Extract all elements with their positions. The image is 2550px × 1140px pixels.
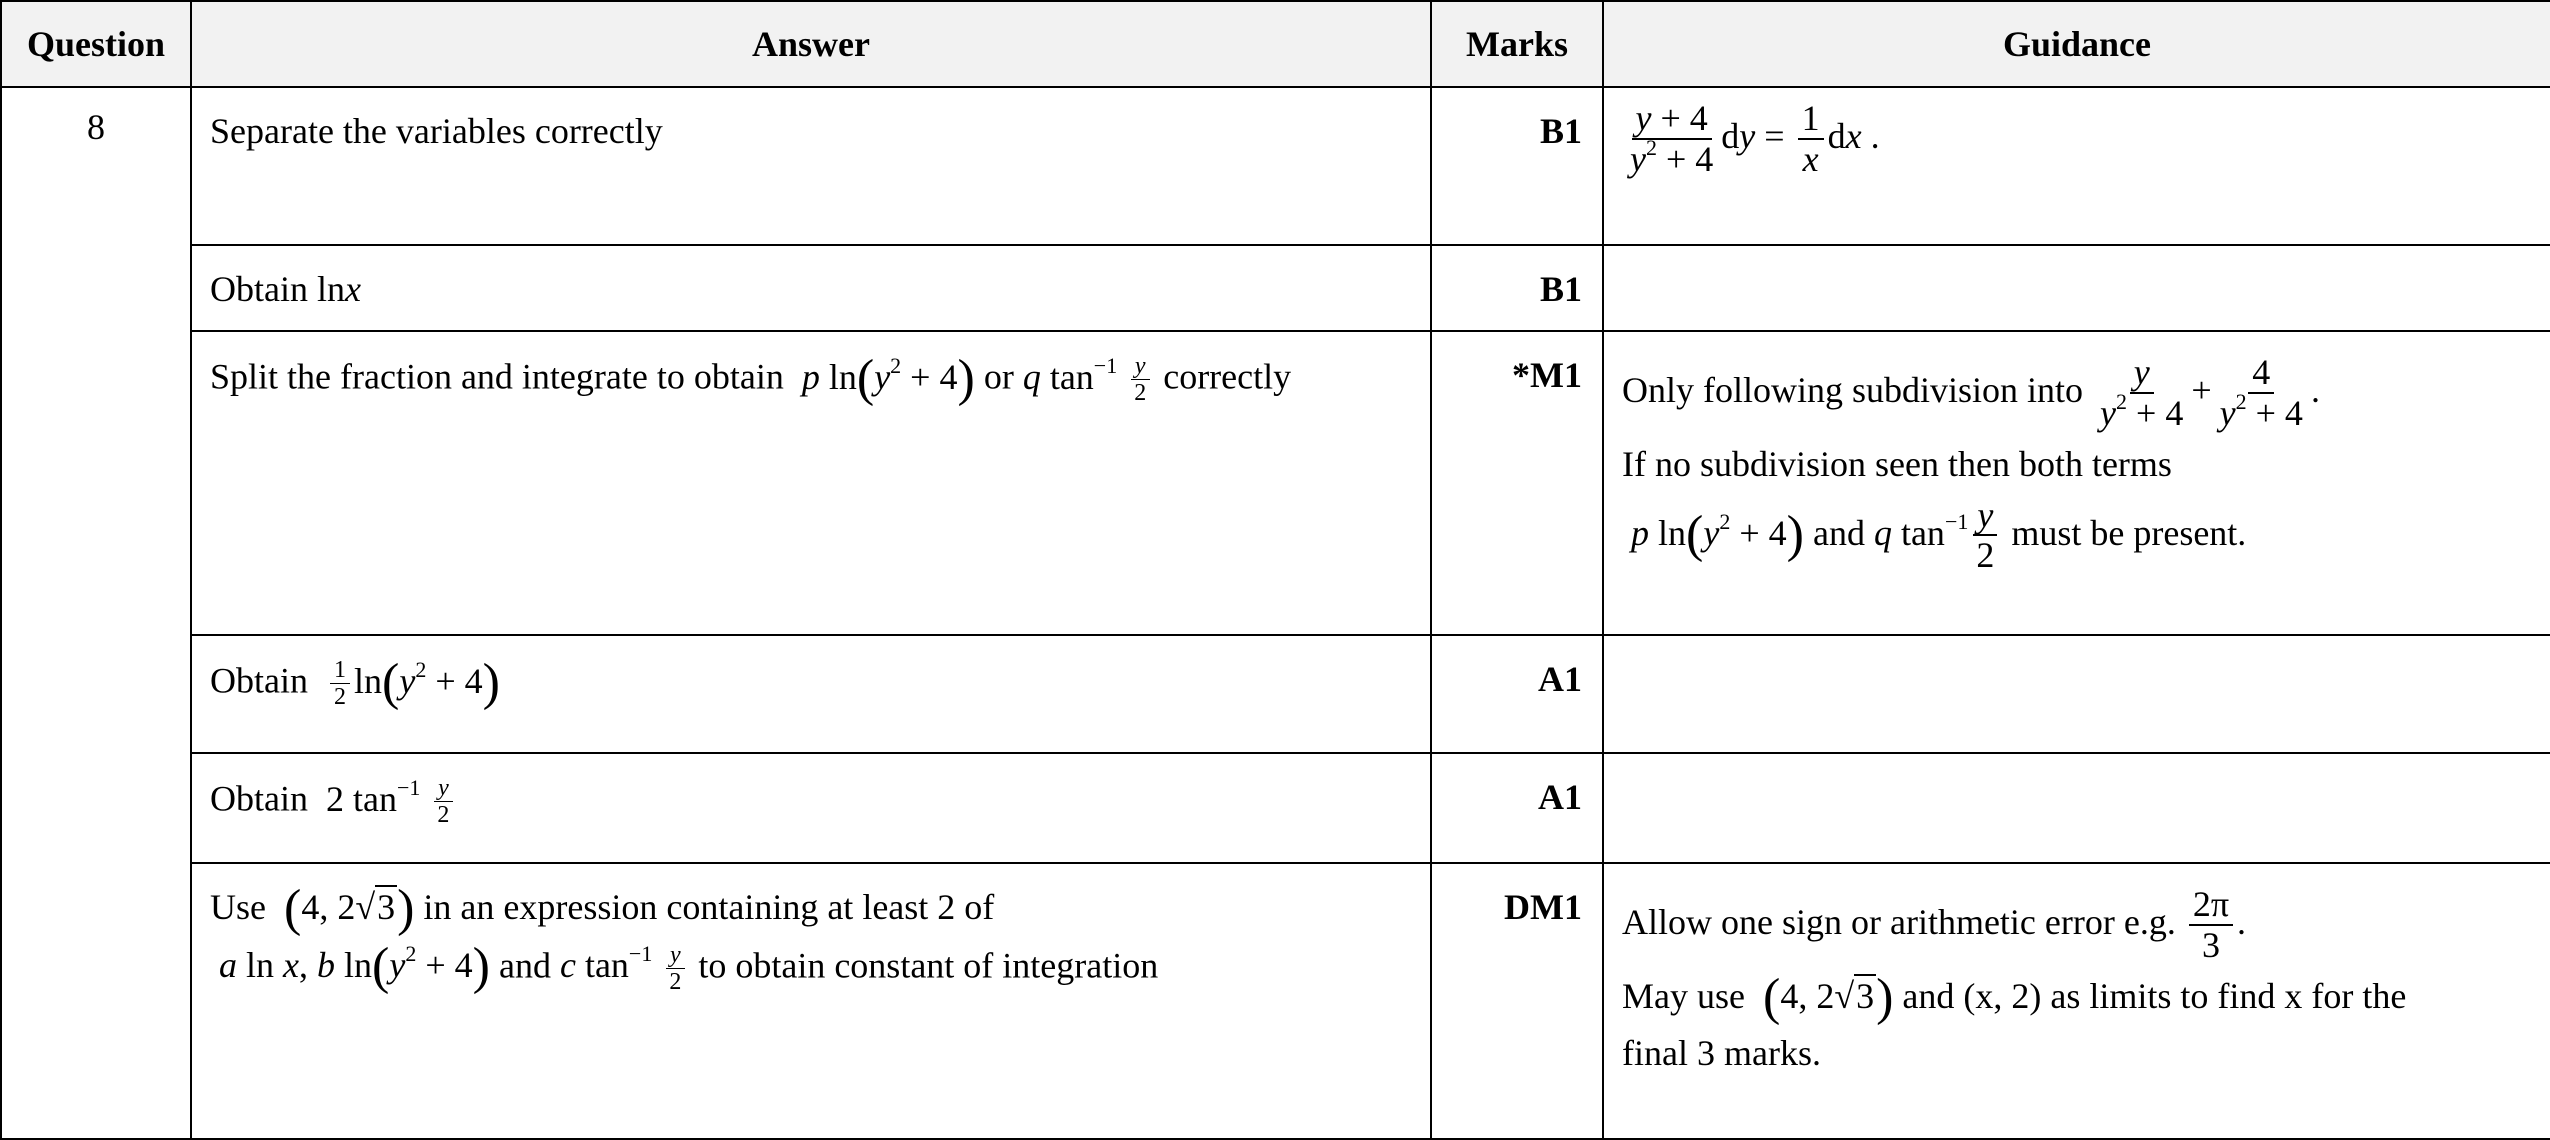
mark-cell: B1 [1431, 245, 1603, 331]
guidance-text: Allow one sign or arithmetic error e.g. [1622, 901, 2176, 942]
guidance-text: and [1812, 512, 1865, 553]
answer-text: Obtain [210, 269, 308, 309]
answer-text: Use [210, 887, 266, 927]
header-row [1, 1, 2550, 87]
header-marks: Marks [1431, 1, 1603, 87]
math-expression: a ln x, b $\ln(y^2 + 4)$ [219, 938, 490, 996]
guidance-text: must be present. [2011, 512, 2247, 553]
guidance-text: and (x, 2) as limits to find x for the [1902, 976, 2407, 1017]
answer-text: Obtain [210, 778, 308, 819]
math-expression: 2 $\tan^{-1}$ $\frac{y}{2}$ [317, 779, 457, 819]
answer-text: in an expression containing at least 2 of [423, 887, 995, 927]
answer-text: to obtain constant of integration [698, 945, 1159, 986]
table-row [1, 87, 2550, 245]
math-expression: (4, 2√3) [284, 880, 415, 937]
answer-cell [191, 863, 1431, 1139]
answer-text: and [498, 945, 551, 986]
table-row [1, 245, 2550, 331]
answer-cell [191, 245, 1431, 331]
answer-text: Separate the variables correctly [210, 111, 663, 151]
math-expression: $\frac{y + 4}{y^2 + 4}$ dy = $\frac{1}{x}$ dx . [1630, 98, 1880, 179]
mark-cell: B1 [1431, 87, 1603, 245]
guidance-text: Only following subdivision into [1622, 369, 2084, 410]
guidance-cell [1603, 635, 2550, 753]
answer-text: correctly [1163, 356, 1292, 397]
math-expression: $\frac{y}{y^2 + 4}$ + $\frac{4}{y^2 + 4}$ . [2100, 352, 2320, 433]
question-number: 8 [1, 87, 191, 1139]
answer-text: Obtain [210, 660, 308, 701]
math-expression: p $\ln(y^2 + 4)$ [801, 349, 975, 407]
math-expression: $\frac{1}{2}$ $\ln(y^2 + 4)$ [317, 661, 500, 701]
table-row [1, 331, 2550, 635]
guidance-text: If no subdivision seen then both terms [1622, 444, 2172, 485]
math-expression: lnx [316, 269, 361, 309]
table-row [1, 753, 2550, 863]
math-expression: p $\ln(y^2 + 4)$ [1631, 505, 1804, 563]
table-row [1, 863, 2550, 1139]
header-answer: Answer [191, 1, 1431, 87]
answer-cell [191, 87, 1431, 245]
table-row [1, 635, 2550, 753]
math-expression: q $\tan^{-1}$ $\frac{y}{2}$ [1874, 513, 2002, 553]
header-question: Question [1, 1, 191, 87]
answer-cell [191, 331, 1431, 635]
guidance-cell [1603, 863, 2550, 1139]
answer-text: or [983, 356, 1014, 397]
guidance-cell [1603, 331, 2550, 635]
answer-cell [191, 635, 1431, 753]
math-expression: $\frac{2\pi}{3}$ . [2185, 902, 2246, 942]
answer-cell [191, 753, 1431, 863]
math-expression: c $\tan^{-1}$ $\frac{y}{2}$ [560, 945, 689, 985]
header-guidance: Guidance [1603, 1, 2550, 87]
math-expression: (4, 2√3) [1762, 969, 1894, 1027]
guidance-cell [1603, 753, 2550, 863]
mark-cell: A1 [1431, 635, 1603, 753]
answer-text: Split the fraction and integrate to obtain [210, 356, 784, 397]
guidance-text: May use [1622, 976, 1745, 1017]
mark-cell: A1 [1431, 753, 1603, 863]
guidance-cell [1603, 245, 2550, 331]
guidance-cell [1603, 87, 2550, 245]
guidance-text: final 3 marks. [1622, 1033, 1821, 1074]
mark-cell: *M1 [1431, 331, 1603, 635]
math-expression: q $\tan^{-1}$ $\frac{y}{2}$ [1023, 357, 1154, 397]
mark-cell: DM1 [1431, 863, 1603, 1139]
